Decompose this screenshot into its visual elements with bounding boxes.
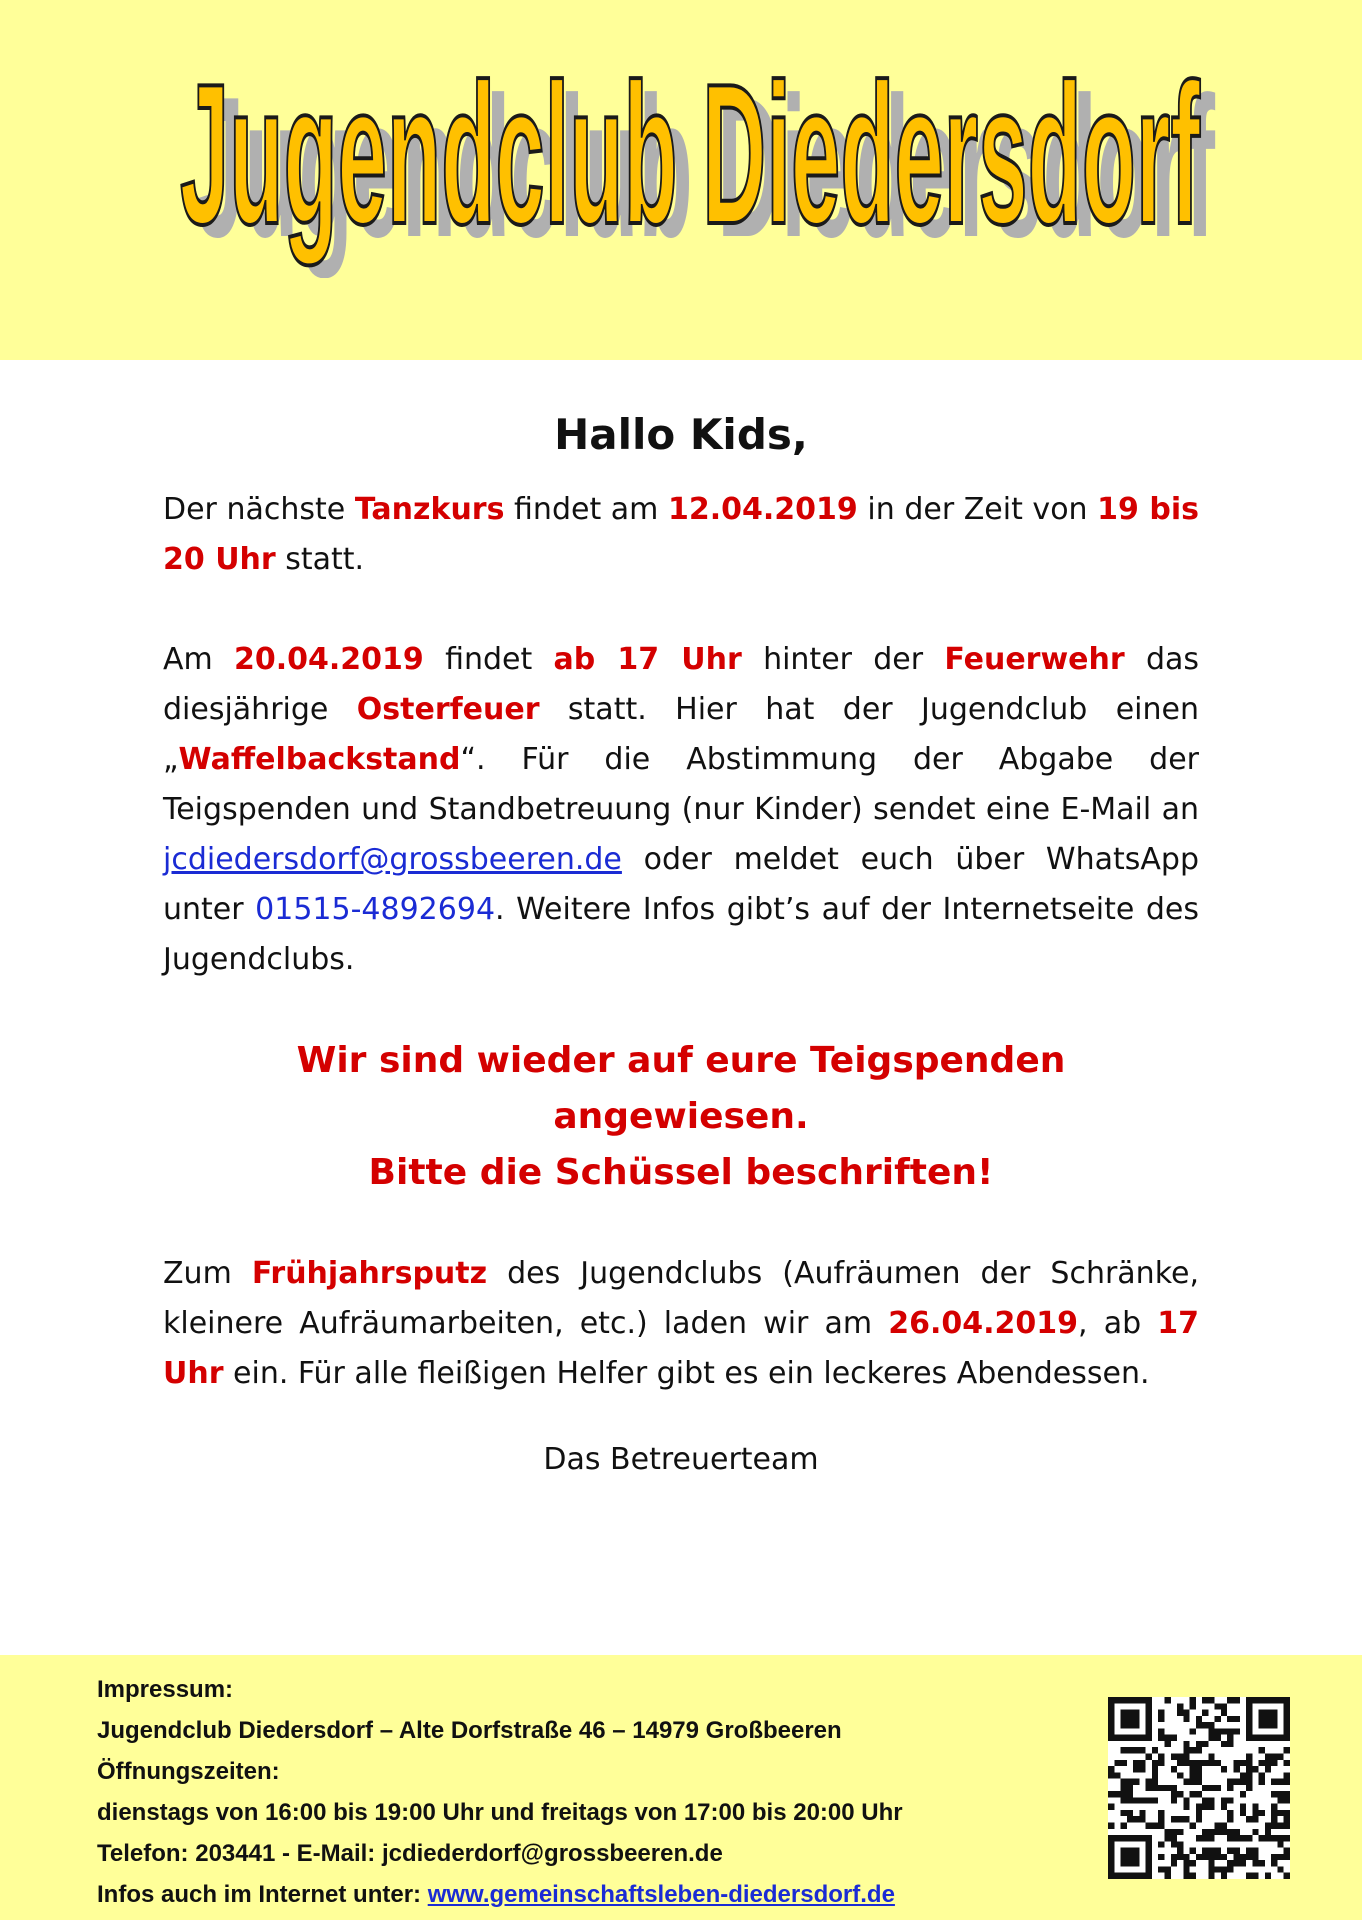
highlight-time: ab 17 Uhr [553, 642, 742, 677]
main-content [163, 405, 1199, 1485]
text: findet [423, 642, 554, 677]
greeting: Hallo Kids, [554, 410, 808, 459]
text: des Jugendclubs (Aufräumen der Schränke, kleinere Aufräumarbeiten, etc.) laden wir am [163, 1256, 1199, 1341]
phone-number: 01515-4892694 [255, 892, 496, 927]
text: ein. Für alle fleißigen Helfer gibt es ein leckeres Abendessen. [223, 1356, 1150, 1391]
paragraph-tanzkurs [163, 485, 1199, 585]
text: Am [163, 642, 235, 677]
footer-impressum [0, 1655, 1362, 1920]
text: das diesjährige [163, 642, 1200, 727]
paragraph-osterfeuer [163, 635, 1199, 985]
web-label: Infos auch im Internet unter: [97, 1881, 428, 1908]
highlight-tanzkurs: Tanzkurs [354, 492, 505, 527]
highlight-time: 17 Uhr [163, 1306, 1199, 1391]
address: Jugendclub Diedersdorf – Alte Dorfstraße 46 – 14979 Großbeeren [97, 1717, 842, 1744]
highlight-feuerwehr: Feuerwehr [944, 642, 1125, 677]
qr-code-icon [1108, 1697, 1290, 1879]
highlight-date: 12.04.2019 [668, 492, 858, 527]
highlight-date: 20.04.2019 [234, 642, 424, 677]
callout-line: Wir sind wieder auf eure Teigspenden angewiesen. [296, 1040, 1066, 1137]
text: findet am [504, 492, 668, 527]
callout-line: Bitte die Schüssel beschriften! [368, 1152, 994, 1193]
signature: Das Betreuerteam [543, 1442, 819, 1477]
highlight-date: 26.04.2019 [888, 1306, 1079, 1341]
opening-hours: dienstags von 16:00 bis 19:00 Uhr und freitags von 17:00 bis 20:00 Uhr [97, 1799, 903, 1826]
web-line [97, 1874, 1097, 1915]
text: Der nächste [163, 492, 355, 527]
impressum-block [97, 1669, 1097, 1915]
header-banner [0, 0, 1362, 360]
highlight-fruehjahrsputz: Frühjahrsputz [251, 1256, 488, 1291]
hours-label: Öffnungszeiten: [97, 1758, 280, 1785]
email-link[interactable]: jcdiedersdorf@grossbeeren.de [163, 842, 622, 877]
text: hinter der [741, 642, 945, 677]
logo-shadow: Jugendclub Diedersdorf [195, 56, 1216, 278]
contact-line: Telefon: 203441 - E-Mail: jcdiederdorf@grossbeeren.de [97, 1840, 723, 1867]
text: . Weitere Infos gibt’s auf der Internetseite des Jugendclubs. [163, 892, 1200, 977]
spacer [163, 585, 1199, 635]
club-logo [165, 28, 1225, 278]
text: statt. Hier hat der Jugendclub einen „ [163, 692, 1199, 777]
text: Zum [163, 1256, 252, 1291]
impressum-label: Impressum: [97, 1676, 234, 1703]
text: , ab [1078, 1306, 1158, 1341]
callout [163, 1033, 1199, 1201]
text: statt. [275, 542, 365, 577]
text: “. Für die Abstimmung der Abgabe der Teigspenden und Standbetreuung (nur Kinder) sendet eine E-Mail an [163, 742, 1199, 827]
logo-text: Jugendclub Diedersdorf [180, 43, 1201, 266]
website-link[interactable]: www.gemeinschaftsleben-diedersdorf.de [427, 1881, 895, 1908]
highlight-time: 19 bis 20 Uhr [163, 492, 1200, 577]
paragraph-fruehjahrsputz [163, 1249, 1199, 1399]
text: in der Zeit von [857, 492, 1098, 527]
text: oder meldet euch über WhatsApp unter [163, 842, 1199, 927]
highlight-osterfeuer: Osterfeuer [356, 692, 540, 727]
highlight-waffelbackstand: Waffelbackstand [178, 742, 461, 777]
